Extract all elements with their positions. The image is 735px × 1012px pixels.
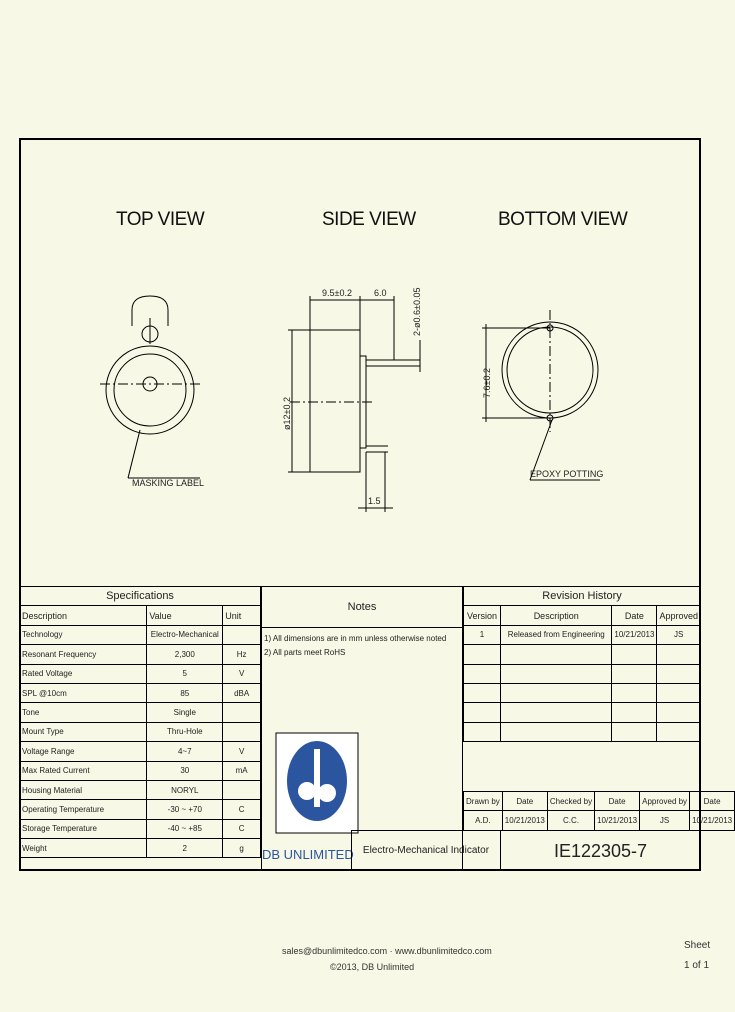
dim-side-width: 9.5±0.2 xyxy=(322,288,352,298)
spec-value: 85 xyxy=(147,683,223,702)
rev-date xyxy=(612,703,657,722)
spec-value: Single xyxy=(147,703,223,722)
approval-checked-by: C.C. xyxy=(547,811,594,830)
approval-checked-by-header: Checked by xyxy=(547,792,594,811)
top-view-title: TOP VIEW xyxy=(116,209,205,230)
approval-date3: 10/21/2013 xyxy=(690,811,735,830)
spec-unit: mA xyxy=(223,761,261,780)
rev-description xyxy=(501,645,612,664)
rev-approved: JS xyxy=(657,625,701,644)
approval-table xyxy=(463,791,735,831)
spec-row xyxy=(20,664,261,683)
revision-table xyxy=(463,586,701,742)
rev-version xyxy=(464,683,501,702)
spec-value: Electro-Mechanical xyxy=(147,625,223,644)
bottom-view-title: BOTTOM VIEW xyxy=(498,209,628,230)
spec-row xyxy=(20,722,261,741)
spec-unit: C xyxy=(223,800,261,819)
dim-lead-length: 1.5 xyxy=(368,496,381,506)
approval-date2: 10/21/2013 xyxy=(595,811,640,830)
approval-date1: 10/21/2013 xyxy=(502,811,547,830)
spec-description: Rated Voltage xyxy=(20,664,147,683)
rev-date xyxy=(612,645,657,664)
spec-description: Tone xyxy=(20,703,147,722)
approval-approved-by: JS xyxy=(640,811,690,830)
revision-row xyxy=(464,722,701,741)
spec-row xyxy=(20,703,261,722)
spec-unit: V xyxy=(223,742,261,761)
rev-header-date: Date xyxy=(612,606,657,625)
rev-version xyxy=(464,703,501,722)
rev-description xyxy=(501,664,612,683)
rev-version xyxy=(464,722,501,741)
spec-unit: g xyxy=(223,839,261,858)
approval-date2-header: Date xyxy=(595,792,640,811)
rev-date xyxy=(612,722,657,741)
spec-description: Technology xyxy=(20,625,147,644)
spec-value: -40 ~ +85 xyxy=(147,819,223,838)
rev-date xyxy=(612,683,657,702)
spec-unit: V xyxy=(223,664,261,683)
spec-row xyxy=(20,819,261,838)
side-view-drawing xyxy=(288,296,420,512)
logo-text: DB UNLIMITED xyxy=(262,847,354,862)
footer-contact: sales@dbunlimitedco.com · www.dbunlimitedco.com xyxy=(282,946,492,956)
revision-title: Revision History xyxy=(464,587,701,606)
rev-description xyxy=(501,703,612,722)
sheet-label: Sheet xyxy=(684,940,711,951)
masking-label: MASKING LABEL xyxy=(132,478,205,488)
spec-row xyxy=(20,645,261,664)
rev-approved xyxy=(657,722,701,741)
spec-description: SPL @10cm xyxy=(20,683,147,702)
spec-header-description: Description xyxy=(20,606,147,625)
spec-unit xyxy=(223,780,261,799)
rev-approved xyxy=(657,683,701,702)
spec-row xyxy=(20,839,261,858)
sheet-value: 1 of 1 xyxy=(684,960,710,971)
top-view-drawing xyxy=(100,296,200,478)
revision-row xyxy=(464,683,701,702)
approval-drawn-by-header: Drawn by xyxy=(464,792,503,811)
revision-row xyxy=(464,664,701,683)
rev-description: Released from Engineering xyxy=(501,625,612,644)
spec-unit xyxy=(223,625,261,644)
spec-value: NORYL xyxy=(147,780,223,799)
rev-header-description: Description xyxy=(501,606,612,625)
rev-approved xyxy=(657,645,701,664)
revision-row xyxy=(464,645,701,664)
rev-version: 1 xyxy=(464,625,501,644)
spec-description: Weight xyxy=(20,839,147,858)
spec-description: Max Rated Current xyxy=(20,761,147,780)
note-2: 2) All parts meet RoHS xyxy=(264,648,346,657)
side-view-title: SIDE VIEW xyxy=(322,209,416,230)
notes-panel xyxy=(261,586,463,871)
spec-row xyxy=(20,625,261,644)
epoxy-label: EPOXY POTTING xyxy=(530,469,604,479)
spec-value: 4~7 xyxy=(147,742,223,761)
spec-value: 30 xyxy=(147,761,223,780)
revision-row xyxy=(464,703,701,722)
revision-row xyxy=(464,625,701,644)
dim-pin-spacing: 7.6±0.2 xyxy=(482,368,492,398)
rev-version xyxy=(464,645,501,664)
footer-copyright: ©2013, DB Unlimited xyxy=(330,962,415,972)
specifications-title: Specifications xyxy=(20,587,261,606)
notes-title: Notes xyxy=(262,587,462,628)
spec-row xyxy=(20,800,261,819)
spec-row xyxy=(20,780,261,799)
product-name: Electro-Mechanical Indicator xyxy=(351,830,501,871)
db-logo-icon xyxy=(272,729,362,839)
spec-description: Voltage Range xyxy=(20,742,147,761)
rev-description xyxy=(501,683,612,702)
rev-header-version: Version xyxy=(464,606,501,625)
rev-description xyxy=(501,722,612,741)
spec-description: Housing Material xyxy=(20,780,147,799)
dim-pin-diameter: 2-ø0.6±0.05 xyxy=(412,287,422,336)
spec-header-value: Value xyxy=(147,606,223,625)
rev-header-approved: Approved xyxy=(657,606,701,625)
spec-row xyxy=(20,761,261,780)
spec-unit xyxy=(223,703,261,722)
spec-value: Thru-Hole xyxy=(147,722,223,741)
rev-version xyxy=(464,664,501,683)
spec-value: 5 xyxy=(147,664,223,683)
bottom-view-drawing xyxy=(482,310,600,480)
approval-approved-by-header: Approved by xyxy=(640,792,690,811)
rev-date xyxy=(612,664,657,683)
spec-header-unit: Unit xyxy=(223,606,261,625)
spec-description: Resonant Frequency xyxy=(20,645,147,664)
approval-drawn-by: A.D. xyxy=(464,811,503,830)
specifications-table xyxy=(19,586,261,858)
spec-description: Mount Type xyxy=(20,722,147,741)
approval-date3-header: Date xyxy=(690,792,735,811)
rev-approved xyxy=(657,664,701,683)
spec-unit: Hz xyxy=(223,645,261,664)
note-1: 1) All dimensions are in mm unless otherwise noted xyxy=(264,634,447,643)
spec-value: -30 ~ +70 xyxy=(147,800,223,819)
spec-row xyxy=(20,742,261,761)
spec-description: Operating Temperature xyxy=(20,800,147,819)
spec-description: Storage Temperature xyxy=(20,819,147,838)
dim-diameter: ø12±0.2 xyxy=(282,397,292,430)
approval-date1-header: Date xyxy=(502,792,547,811)
part-number: IE122305-7 xyxy=(500,830,701,871)
spec-unit: C xyxy=(223,819,261,838)
spec-value: 2,300 xyxy=(147,645,223,664)
spec-row xyxy=(20,683,261,702)
dim-lead-offset: 6.0 xyxy=(374,288,387,298)
spec-value: 2 xyxy=(147,839,223,858)
rev-date: 10/21/2013 xyxy=(612,625,657,644)
spec-unit: dBA xyxy=(223,683,261,702)
rev-approved xyxy=(657,703,701,722)
spec-unit xyxy=(223,722,261,741)
